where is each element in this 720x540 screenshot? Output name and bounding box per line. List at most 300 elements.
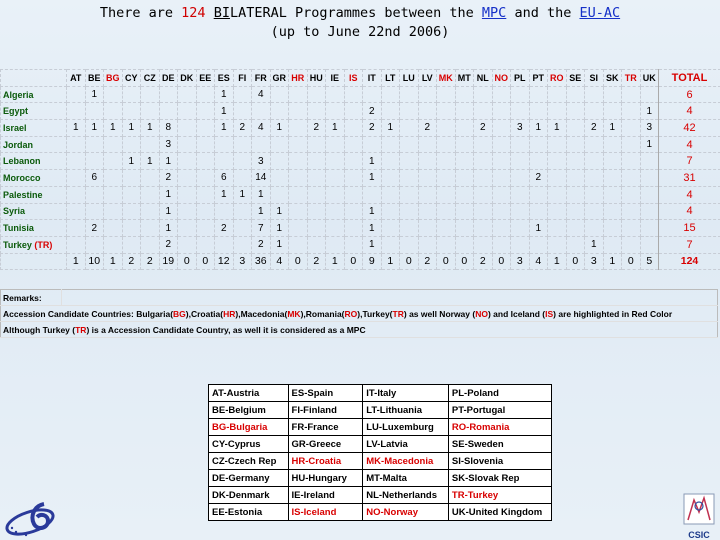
- legend-entry: SI-Slovenia: [448, 453, 551, 470]
- table-cell: [104, 186, 123, 203]
- legend-entry: CZ-Czech Rep: [209, 453, 289, 470]
- table-cell: [548, 153, 567, 170]
- table-cell: [622, 236, 641, 253]
- table-cell: [381, 220, 400, 237]
- table-cell: [233, 103, 252, 120]
- table-cell: 1: [363, 170, 382, 187]
- table-cell: [511, 186, 530, 203]
- table-cell: [67, 170, 86, 187]
- legend-entry: PT-Portugal: [448, 402, 551, 419]
- table-cell: [85, 103, 104, 120]
- table-cell: [511, 170, 530, 187]
- table-cell: [122, 220, 141, 237]
- table-cell: [566, 86, 585, 103]
- column-total: 1: [67, 253, 86, 270]
- csic-text: CSIC: [688, 530, 710, 540]
- legend-entry: AT-Austria: [209, 385, 289, 402]
- column-total: 4: [270, 253, 289, 270]
- table-cell: [289, 220, 308, 237]
- table-cell: [400, 153, 419, 170]
- table-cell: [104, 170, 123, 187]
- table-cell: [270, 170, 289, 187]
- table-cell: 1: [252, 186, 271, 203]
- table-cell: [566, 103, 585, 120]
- table-row: [1, 136, 720, 153]
- table-cell: [603, 203, 622, 220]
- table-cell: 1: [529, 120, 548, 137]
- table-cell: [270, 153, 289, 170]
- table-cell: [85, 136, 104, 153]
- table-cell: 1: [215, 103, 234, 120]
- table-cell: [326, 103, 345, 120]
- table-cell: [603, 220, 622, 237]
- row-total: 7: [659, 153, 720, 170]
- table-cell: 2: [215, 220, 234, 237]
- table-cell: [178, 103, 197, 120]
- table-cell: [178, 203, 197, 220]
- table-cell: [548, 186, 567, 203]
- table-cell: [400, 103, 419, 120]
- table-cell: 1: [159, 186, 178, 203]
- table-cell: [474, 203, 493, 220]
- table-cell: [381, 136, 400, 153]
- table-cell: [67, 86, 86, 103]
- table-cell: [178, 136, 197, 153]
- table-cell: [122, 186, 141, 203]
- slide-title: [0, 4, 720, 42]
- table-cell: [418, 153, 437, 170]
- table-cell: [585, 220, 604, 237]
- table-cell: [344, 136, 363, 153]
- table-cell: [326, 236, 345, 253]
- table-cell: [492, 186, 511, 203]
- row-total: 4: [659, 203, 720, 220]
- column-header-ie: IE: [326, 70, 345, 87]
- table-cell: [418, 103, 437, 120]
- table-cell: 1: [159, 220, 178, 237]
- table-cell: [418, 170, 437, 187]
- column-header-it: IT: [363, 70, 382, 87]
- eu-ac-link[interactable]: EU-AC: [579, 5, 621, 21]
- column-header-bg: BG: [104, 70, 123, 87]
- table-cell: 2: [418, 120, 437, 137]
- table-cell: [141, 186, 160, 203]
- table-cell: [270, 136, 289, 153]
- table-cell: [585, 170, 604, 187]
- table-cell: [67, 236, 86, 253]
- country-name: Morocco: [1, 170, 67, 187]
- table-cell: 1: [548, 120, 567, 137]
- row-total: 4: [659, 136, 720, 153]
- column-total: 1: [104, 253, 123, 270]
- country-name: Palestine: [1, 186, 67, 203]
- table-cell: [548, 220, 567, 237]
- table-cell: 1: [252, 203, 271, 220]
- legend-entry: IE-Ireland: [288, 487, 363, 504]
- table-cell: [492, 120, 511, 137]
- legend-entry: MK-Macedonia: [363, 453, 449, 470]
- table-cell: 7: [252, 220, 271, 237]
- table-cell: [233, 170, 252, 187]
- table-cell: 1: [159, 203, 178, 220]
- table-cell: [474, 170, 493, 187]
- table-cell: 1: [85, 86, 104, 103]
- table-cell: [529, 86, 548, 103]
- legend-entry: CY-Cyprus: [209, 436, 289, 453]
- table-cell: [122, 136, 141, 153]
- table-cell: [307, 86, 326, 103]
- table-cell: 1: [603, 120, 622, 137]
- table-cell: [233, 236, 252, 253]
- legend-entry: RO-Romania: [448, 419, 551, 436]
- table-cell: [492, 153, 511, 170]
- legend-entry: IT-Italy: [363, 385, 449, 402]
- table-cell: 1: [381, 120, 400, 137]
- table-cell: [585, 203, 604, 220]
- table-cell: [196, 136, 215, 153]
- column-header-uk: UK: [640, 70, 659, 87]
- table-cell: [307, 136, 326, 153]
- table-cell: [363, 136, 382, 153]
- row-total: 31: [659, 170, 720, 187]
- table-cell: [455, 203, 474, 220]
- table-cell: 6: [215, 170, 234, 187]
- table-cell: [455, 86, 474, 103]
- column-total: 0: [400, 253, 419, 270]
- table-cell: [437, 103, 456, 120]
- column-header-tr: TR: [622, 70, 641, 87]
- column-header-lv: LV: [418, 70, 437, 87]
- table-row: [1, 186, 720, 203]
- table-cell: [474, 236, 493, 253]
- table-cell: [67, 203, 86, 220]
- table-cell: [344, 203, 363, 220]
- table-cell: [566, 186, 585, 203]
- table-cell: [548, 136, 567, 153]
- column-total: 0: [289, 253, 308, 270]
- table-cell: 1: [233, 186, 252, 203]
- table-cell: 2: [529, 170, 548, 187]
- table-cell: [603, 236, 622, 253]
- table-cell: [381, 186, 400, 203]
- table-cell: 2: [585, 120, 604, 137]
- column-header-sk: SK: [603, 70, 622, 87]
- table-cell: [400, 170, 419, 187]
- legend-row: [209, 402, 552, 419]
- table-cell: [640, 170, 659, 187]
- table-cell: [289, 203, 308, 220]
- legend-row: [209, 385, 552, 402]
- table-cell: 2: [363, 120, 382, 137]
- column-header-gr: GR: [270, 70, 289, 87]
- table-cell: [418, 203, 437, 220]
- table-cell: [381, 203, 400, 220]
- table-cell: [492, 136, 511, 153]
- table-cell: [529, 186, 548, 203]
- column-header-lu: LU: [400, 70, 419, 87]
- legend-entry: ES-Spain: [288, 385, 363, 402]
- table-cell: [85, 203, 104, 220]
- table-cell: [381, 153, 400, 170]
- column-header-pl: PL: [511, 70, 530, 87]
- column-header-total: TOTAL: [659, 70, 720, 87]
- table-cell: [566, 220, 585, 237]
- table-cell: [326, 170, 345, 187]
- table-cell: [289, 103, 308, 120]
- table-cell: [252, 103, 271, 120]
- table-cell: [474, 136, 493, 153]
- totals-label-cell: [1, 253, 67, 270]
- table-cell: [307, 153, 326, 170]
- table-cell: [418, 186, 437, 203]
- table-cell: [270, 103, 289, 120]
- legend-entry: MT-Malta: [363, 470, 449, 487]
- table-cell: [640, 203, 659, 220]
- column-total: 0: [492, 253, 511, 270]
- legend-row: [209, 419, 552, 436]
- table-cell: [159, 86, 178, 103]
- table-cell: [418, 236, 437, 253]
- table-cell: [289, 186, 308, 203]
- table-cell: [326, 220, 345, 237]
- table-cell: [492, 103, 511, 120]
- table-cell: [289, 136, 308, 153]
- table-cell: [585, 103, 604, 120]
- table-cell: [159, 103, 178, 120]
- table-cell: [640, 86, 659, 103]
- table-cell: 1: [585, 236, 604, 253]
- table-cell: [474, 220, 493, 237]
- column-total: 12: [215, 253, 234, 270]
- table-cell: [548, 203, 567, 220]
- country-name: Lebanon: [1, 153, 67, 170]
- legend-entry: IS-Iceland: [288, 504, 363, 521]
- column-total: 2: [418, 253, 437, 270]
- table-row: [1, 86, 720, 103]
- table-cell: [437, 153, 456, 170]
- legend-entry: SE-Sweden: [448, 436, 551, 453]
- grand-total: 124: [659, 253, 720, 270]
- table-cell: [104, 203, 123, 220]
- table-cell: [418, 86, 437, 103]
- table-cell: [307, 186, 326, 203]
- table-cell: [529, 153, 548, 170]
- column-header-cz: CZ: [141, 70, 160, 87]
- table-cell: [307, 170, 326, 187]
- legend-entry: HU-Hungary: [288, 470, 363, 487]
- legend-entry: HR-Croatia: [288, 453, 363, 470]
- table-cell: [455, 153, 474, 170]
- table-cell: 2: [307, 120, 326, 137]
- programmes-table: [0, 69, 720, 270]
- table-cell: 2: [159, 170, 178, 187]
- table-cell: [381, 170, 400, 187]
- country-name: Tunisia: [1, 220, 67, 237]
- table-cell: [622, 186, 641, 203]
- table-cell: [233, 203, 252, 220]
- table-cell: [400, 186, 419, 203]
- table-cell: 1: [159, 153, 178, 170]
- legend-entry: LU-Luxemburg: [363, 419, 449, 436]
- table-cell: [437, 220, 456, 237]
- table-cell: [529, 236, 548, 253]
- column-total: 19: [159, 253, 178, 270]
- table-cell: [326, 86, 345, 103]
- table-cell: [455, 220, 474, 237]
- table-cell: [326, 203, 345, 220]
- table-cell: [474, 86, 493, 103]
- table-cell: [603, 86, 622, 103]
- table-cell: [344, 186, 363, 203]
- column-total: 0: [566, 253, 585, 270]
- column-header-is: IS: [344, 70, 363, 87]
- column-total: 0: [196, 253, 215, 270]
- table-cell: [104, 86, 123, 103]
- country-name: Egypt: [1, 103, 67, 120]
- table-cell: [566, 153, 585, 170]
- column-total: 2: [474, 253, 493, 270]
- table-cell: [418, 136, 437, 153]
- table-cell: [141, 236, 160, 253]
- table-row: [1, 220, 720, 237]
- table-cell: [585, 136, 604, 153]
- table-cell: [363, 186, 382, 203]
- title-line-2: (up to June 22nd 2006): [270, 24, 450, 40]
- table-cell: [548, 103, 567, 120]
- table-cell: [196, 120, 215, 137]
- csic-emblem-icon: [682, 492, 716, 526]
- table-cell: 1: [215, 86, 234, 103]
- table-cell: [566, 120, 585, 137]
- table-cell: [215, 153, 234, 170]
- column-total: 4: [529, 253, 548, 270]
- country-name: Israel: [1, 120, 67, 137]
- table-cell: [640, 220, 659, 237]
- table-cell: 6: [85, 170, 104, 187]
- table-cell: [122, 86, 141, 103]
- programme-count: 124: [181, 5, 206, 21]
- table-cell: [455, 120, 474, 137]
- table-cell: [474, 103, 493, 120]
- table-cell: 1: [141, 120, 160, 137]
- table-cell: [196, 220, 215, 237]
- column-total: 0: [622, 253, 641, 270]
- table-cell: [104, 103, 123, 120]
- table-cell: [196, 170, 215, 187]
- table-row: [1, 236, 720, 253]
- country-name: Turkey (TR): [1, 236, 67, 253]
- legend-row: [209, 487, 552, 504]
- remarks-label: Remarks:: [1, 290, 62, 306]
- table-cell: [326, 136, 345, 153]
- country-name: Syria: [1, 203, 67, 220]
- table-cell: [566, 136, 585, 153]
- table-cell: 2: [363, 103, 382, 120]
- table-cell: 1: [67, 120, 86, 137]
- country-code-legend: [208, 384, 552, 521]
- table-cell: [289, 170, 308, 187]
- table-cell: [437, 86, 456, 103]
- legend-entry: DK-Denmark: [209, 487, 289, 504]
- table-cell: [289, 86, 308, 103]
- row-total: 15: [659, 220, 720, 237]
- legend-entry: NL-Netherlands: [363, 487, 449, 504]
- column-header-hu: HU: [307, 70, 326, 87]
- remarks-box: [0, 289, 718, 338]
- table-cell: [511, 86, 530, 103]
- table-cell: [640, 186, 659, 203]
- column-header-ee: EE: [196, 70, 215, 87]
- table-cell: [622, 153, 641, 170]
- legend-entry: GR-Greece: [288, 436, 363, 453]
- table-cell: 1: [270, 220, 289, 237]
- legend-entry: LT-Lithuania: [363, 402, 449, 419]
- table-cell: 1: [270, 120, 289, 137]
- table-cell: 1: [215, 186, 234, 203]
- legend-entry: FR-France: [288, 419, 363, 436]
- table-cell: [381, 236, 400, 253]
- table-cell: 2: [474, 120, 493, 137]
- table-cell: 1: [640, 103, 659, 120]
- table-cell: [400, 86, 419, 103]
- table-cell: [178, 186, 197, 203]
- table-cell: [122, 170, 141, 187]
- column-header-lt: LT: [381, 70, 400, 87]
- table-cell: [511, 153, 530, 170]
- totals-row: [1, 253, 720, 270]
- table-cell: [492, 86, 511, 103]
- table-cell: [640, 153, 659, 170]
- table-cell: [548, 170, 567, 187]
- table-cell: [196, 236, 215, 253]
- table-cell: [344, 220, 363, 237]
- column-header-dk: DK: [178, 70, 197, 87]
- table-cell: [400, 220, 419, 237]
- table-cell: [67, 186, 86, 203]
- table-cell: [437, 203, 456, 220]
- table-cell: 1: [363, 203, 382, 220]
- legend-entry: FI-Finland: [288, 402, 363, 419]
- table-cell: [344, 86, 363, 103]
- table-cell: [622, 136, 641, 153]
- table-cell: 1: [326, 120, 345, 137]
- table-cell: [141, 103, 160, 120]
- table-cell: [622, 86, 641, 103]
- row-total: 6: [659, 86, 720, 103]
- table-cell: [455, 170, 474, 187]
- legend-entry: DE-Germany: [209, 470, 289, 487]
- table-cell: [233, 136, 252, 153]
- column-total: 1: [326, 253, 345, 270]
- table-cell: [492, 170, 511, 187]
- legend-entry: EE-Estonia: [209, 504, 289, 521]
- csic-logo: [682, 492, 716, 538]
- table-cell: [548, 236, 567, 253]
- table-cell: [344, 153, 363, 170]
- table-cell: 1: [141, 153, 160, 170]
- table-cell: [622, 120, 641, 137]
- column-total: 36: [252, 253, 271, 270]
- table-cell: [67, 103, 86, 120]
- fp6-logo-icon: [4, 498, 66, 538]
- table-cell: [492, 220, 511, 237]
- legend-row: [209, 504, 552, 521]
- table-cell: [511, 136, 530, 153]
- mpc-link[interactable]: MPC: [481, 5, 507, 21]
- table-cell: [381, 103, 400, 120]
- table-cell: [437, 170, 456, 187]
- table-cell: [566, 236, 585, 253]
